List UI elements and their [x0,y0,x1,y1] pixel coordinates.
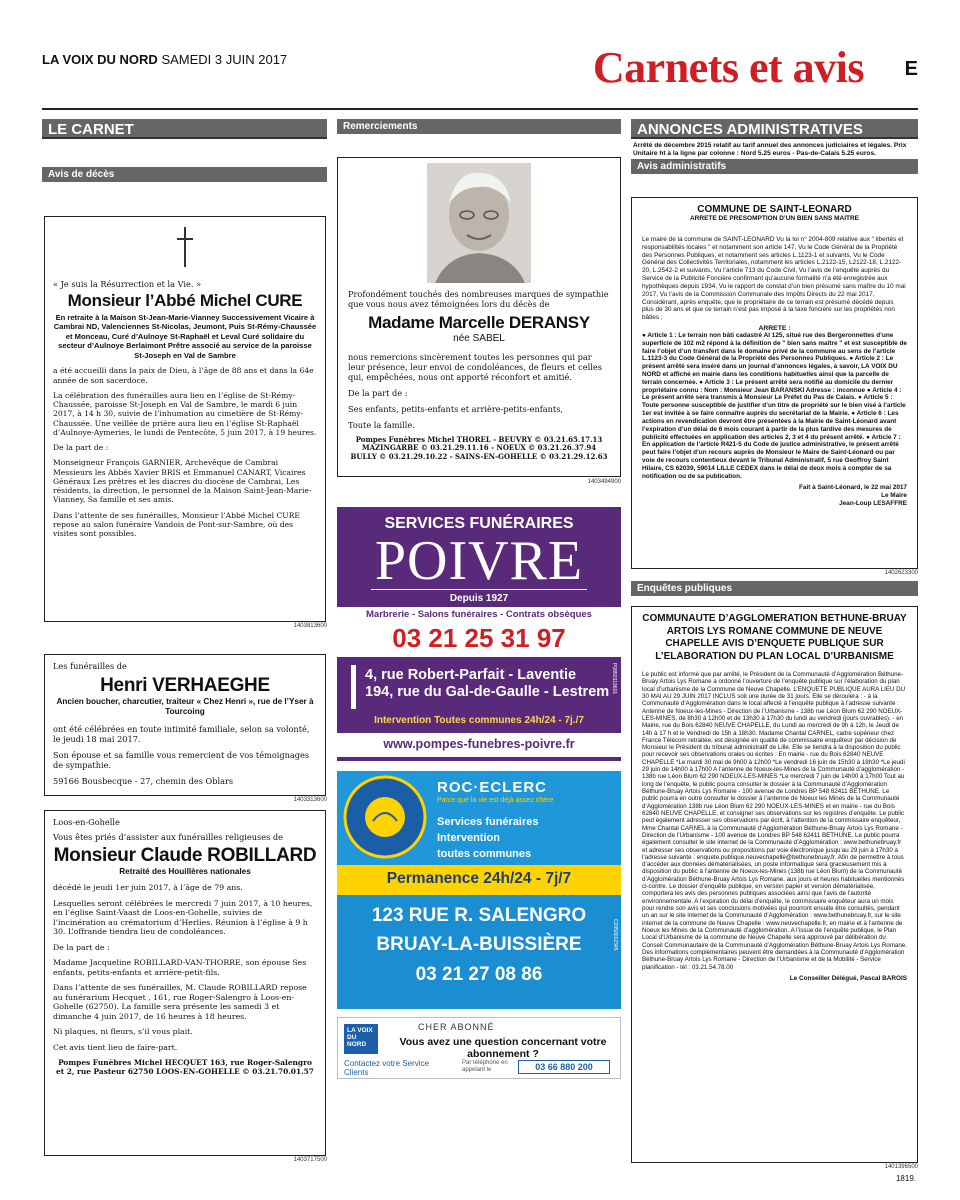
contact-service-link[interactable]: Contactez votre Service Clients [344,1059,429,1077]
poivre-advert [337,507,621,761]
ad-ref: C0350012345 [612,919,618,951]
column-remerciements [337,119,621,1169]
ad-heading: SERVICES FUNÉRAIRES [384,515,574,532]
section-title: Carnets et avis [592,43,864,92]
notice-text: a été accueilli dans la paix de Dieu, à l’âge de 88 ans et dans la 64e année de son sacerdoce. [53,366,314,385]
header-rule [42,108,918,110]
avis-title: COMMUNE DE SAINT-LEONARD [697,204,852,215]
notice-text: Lesquelles seront célébrées le mercredi 7 juin 2017, à 10 heures, en l’église Saint-Vaast de Loos-en-Gohelle, suivies de l’incinération au crématorium d’Herlies. Réunion à l’église à 9 h 30. L’offrande tiendra lieu de condoléances. [53,898,313,937]
avis-arrete: ARRETE : [758,324,791,332]
roc-address-line2: BRUAY-LA-BUISSIÈRE [376,934,582,956]
roc-phone: 03 21 27 08 86 [415,963,543,985]
ad-intervention: Intervention Toutes communes 24h/24 - 7j./7 [374,715,584,726]
cross-icon [176,227,194,267]
notice-text: Ni plaques, ni fleurs, s’il vous plait. [53,1027,193,1037]
enquetes-heading: Enquêtes publiques [631,581,918,596]
notice-cure [44,216,326,622]
notice-text: De la part de : [53,443,109,453]
deceased-titles: En retraite à la Maison St-Jean-Marie-Vianney Successivement Vicaire à Cambrai ND, Valenciennes St-Nicolas, Jeumont, Puis St-Rémy-Chaussée et Monceau, Curé d’Aulnoye St-Raphaël et Leval Curé solidaire du secteur d’Aulnoye Berlaimont Prêtre associé au service de la paroisse St-Joseph en Val de Sambre [53,313,317,360]
roc-slogan: Parce que la vie est déjà assez chère [437,797,554,804]
roc-address-line1: 123 RUE R. SALENGRO [371,905,587,926]
notice-text: 59166 Bousbecque - 27, chemin des Oblars [53,775,234,786]
notice-text: La célébration des funérailles aura lieu en l’église de St-Rémy-Chaussée, paroisse St-Joseph en Val de Sambre, le mardi 6 juin 2017, à 14 h 30, suivie de l’inhumation au cimetière de St-Rémy-Chaussée. Une veillée de prière aura lieu en l’église St-Raphaël d’Aulnoye-Aymeries, le lundi de Pentecôte, 5 juin 2017, à 19 heures. [53,390,317,437]
roc-service-line: Services funéraires [437,816,539,828]
notice-ref: 1401396500 [884,1164,918,1170]
avis-subtitle: ARRETE DE PRESOMPTION D’UN BIEN SANS MAITRE [689,215,859,222]
deces-heading: Avis de décès [42,167,327,182]
annonces-heading: ANNONCES ADMINISTRATIVES [631,119,918,139]
thanks-notice [337,157,621,477]
avis-body: Le public est informé que par arrêté, le Président de la Communauté d’Agglomération Béthune-Bruay Artois Lys Romane a ordonné l’ouverture de l’enquête publique sur l’élaboration du plan local d’urbanisme de la Commune de Neuve Chapelle. L’ENQUETE PUBLIQUE AURA LIEU DU 30 MAI AU 29 JUIN 2017 INCLUS soit une durée de 31 jours. Elle se déroulera : - à la Communauté d’Agglomération dans le local affecté à l’enquête publique à l’adresse suivante : Antenne de Noeux-les-Mines - Direction de l’Urbanisme - 138b rue Léon Blum 62 290 NOEUX-LES-MINES, de 8h30 à 12h00 et de 13h30 à 17h30 du lundi au vendredi (jours ouvrables). - en Mairie, rue du Bois 62840 NEUVE CHAPELLE, du Lundi au mercredi de 9h à 12h, le Jeudi de 14h à 17 h et le Vendredi de 15h à 18h30. Madame Chantal CARNEL, cadre supérieur chez France Télécom retraitée, est désignée en qualité de commissaire enquêteur par décision de Monsieur le Président du tribunal administratif de Lille. Elle se tiendra à la disposition du public pour recevoir ses observations orales ou écrites : En mairie - rue du Bois 62840 NEUVE CHAPELLE *Le mardi 30 mai de 9h00 à 12h00 *Le vendredi 16 juin de 15h30 à 18h30 *Le jeudi 29 juin de 14h00 à 17h00 A l’antenne de Noeux-les-Mines de la Communauté d’agglomération - 138b rue Léon Blum 62 290 NOEUX-LES-MINES *Le mercredi 7 juin de 14h00 à 17h00 Tout au long de l’enquête, le public pourra consulter le dossier à la Communauté d’Agglomération Béthune-Bruay Artois Lys Romane - 100 avenue de Londres BP 548 62411 BETHUNE. Le public pourra en outre consulter le dossier à l’antenne de Noeux les Mines de la Communauté d’Agglomération 138b rue Léon Blum 62 290 NOEUX-LES-MINES et en mairie - rue du Bois 62840 NEUVE CHAPELLE, et consigner ses observations sur les registres d’enquête. Le public peut également adresser ses observations par écrit, à l’attention de la commissaire enquêteur, Mme Chantal CARNEL à la Communauté d’Agglomération Béthune-Bruay Artois Lys Romane - Direction de l’Urbanisme - 100 avenue de Londres BP 548 62411 BETHUNE. Le public pourra également consulter le site internet de la Communauté d’Agglomération : www.bethunebruay.fr et adresser ses observations ou propositions par voie électronique jusqu’au 29 juin à 17h30 à l’adresse suivante : enquete.publique.neuvechapelle@bethunebruay.fr. Afin de permettre à tous d’accéder aux données dématérialisées, un poste informatique sera gracieusement mis à disposition du public à l’antenne de Noeux-les-Mines (138b rue Léon Blum) de la Communauté d’Agglomération Béthune-Bruay Artois Lys Romane, aux jours et heures habituelles mentionnés ci-contre. Le dossier d’enquête publique, en version papier et version dématérialisée, comportera les avis des personnes publiques associées ainsi que l’avis de l’autorité environnementale. A l’expiration du délai d’enquête, le commissaire enquêteur aura un mois pour rendre son avis et ses conclusions motivées qui pourront ensuite être consultés, pendant un an sur le site internet de la Communauté d’Agglomération : www.bethunebruay.fr, sur le site internet de la commune de Neuve Chapelle : www.neuvechapelle.fr, en mairie et à l’antenne de Noeux les Mines de la Communauté d’agglomération. A l’issue de l’enquête publique, le Plan Local d’Urbanisme de la commune de Neuve Chapelle sera approuvé par délibération du Conseil Communautaire de la Communauté d’Agglomération Béthune-Bruay Artois Lys Romane. Des informations complémentaires peuvent être demandées à la Communauté d’Agglomération Béthune-Bruay Artois Lys Romane - Direction de l’Urbanisme et de la Mobilité - Service planification - tél : 03.21.54.78.00 [642,671,907,971]
subscriber-box [337,1017,621,1079]
roc-service-line: Intervention [437,831,500,844]
roc-service-line: toutes communes [437,847,532,860]
ad-address [365,667,609,702]
avis-title: COMMUNAUTE D’AGGLOMERATION BETHUNE-BRUAY ARTOIS LYS ROMANE COMMUNE DE NEUVE CHAPELLE AVIS D’ENQUETE PUBLIQUE SUR L’ELABORATION DU PLAN LOCAL D’URBANISME [642,613,907,662]
since-text: Depuis 1927 [449,593,509,604]
notice-text: Cet avis tient lieu de faire-part. [53,1042,178,1052]
roc-services [437,815,539,863]
subscriber-label: CHER ABONNÉ [418,1022,495,1032]
notice-intro: « Je suis la Résurrection et la Vie. » [53,279,202,289]
avis-articles: ● Article 1 : Le terrain non bâti cadastré AI 125, situé rue des Bergeronnettes d’une superficie de 102 m2 répond à la définition de " bien sans maître " et est susceptible de faire l’objet d’un transfert dans le domaine privé de la commune au sens de l’article L.1123-3 du Code Général de la Propriété des Personnes Publiques. ● Article 2 : Le présent arrêté sera inséré dans un journal d’annonces légales, à savoir, LA VOIX DU NORD et affiché en mairie dans les conditions habituelles ainsi que la parcelle de terrain concernée. ● Article 3 : Le présent arrêté sera notifié au domicile du dernier propriétaire connu : Nom : Monsieur Jean BARANSKI Adresse : inconnue ● Article 4 : Le présent arrêté sera transmis à Monsieur Le Préfet du Pas de Calais. ● Article 5 : Toute personne susceptible de justifier d’un titre de propriété sur le bien visé à l’article 1er est invitée à se faire connaître auprès du secrétariat de la Mairie. ● Article 6 : Les actions en revendication devront être présentées à la Mairie de Saint-Léonard avant l’expiration d’un délai de 6 mois courant à partir de la plus tardive des mesures de publicité effectuées en application des articles 2, 3 et 4 du présent arrêté. ● Article 7 : En application de l’article R421-5 du Code de justice administrative, le présent arrêté peut faire l’objet d’un recours auprès de Monsieur le Maire de Saint-Léonard ou par voie de recours contentieux devant le Tribunal Administratif, 5 rue Geoffroy Saint Hilaire, CS 62039, 59014 LILLE CEDEX dans le délai de deux mois à compter de sa notification ou de sa publication. [642,331,907,480]
notice-text: Monseigneur François GARNIER, Archevêque de Cambrai Messieurs les Abbés Xavier BRIS et Emmanuel CANART, Vicaires Généraux Les prêtres et les diacres du diocèse de Cambrai, Les résidents, la direction, le personnel de la Maison Saint-Jean-Marie-Vianney, Sa famille et ses amis. [53,458,312,505]
paper-name: LA VOIX DU NORD [42,52,158,67]
column-annonces [631,119,918,1169]
maiden-name: née SABEL [453,333,505,344]
notice-text: décédé le jeudi 1er juin 2017, à l’âge de 79 ans. [53,883,243,893]
issue-date: SAMEDI 3 JUIN 2017 [161,52,288,67]
avis-saint-leonard [631,197,918,569]
notice-text: Dans l’attente de ses funérailles, M. Claude ROBILLARD repose au funérarium Hecquet , 161, rue Roger-Salengro à Loos-en-Gohelle (62750). La famille sera présente les samedi 3 et dimanche 4 juin 2017, de 16 heures à 18 heures. [53,983,307,1021]
notice-ref: 1403813600 [293,623,327,629]
funeral-home-footer: Pompes Funèbres Michel HECQUET 163, rue Roger-Salengro et 2, rue Pasteur 62750 LOOS-EN-GOHELLE © 03.21.70.01.57 [56,1058,314,1077]
thanks-text: Toute la famille. [348,419,415,430]
notice-robillard [44,810,326,1156]
ad-address-line2: 194, rue du Gal-de-Gaulle - Lestrem [365,684,610,701]
signature-line: Jean-Loup LESAFFRE [839,500,907,507]
notice-text: ont été célébrées en toute intimité familiale, selon sa volonté, le jeudi 18 mai 2017. [53,723,310,744]
notice-ref: 1403313600 [293,797,327,803]
roc-eclerc-advert [337,771,621,1009]
notice-text: Dans l’attente de ses funérailles, Monsieur l’Abbé Michel CURE repose au salon funéraire Vandois de Pont-sur-Sambre, où des visites sont possibles. [53,510,300,539]
deceased-name: Monsieur Claude ROBILLARD [53,845,317,866]
carnet-heading: LE CARNET [42,119,327,139]
notice-ref: 1402623300 [884,570,918,576]
signature-line: Le Maire [881,492,907,500]
notice-ref: 1403717500 [293,1157,327,1163]
ad-phone: 03 21 25 31 97 [337,623,621,657]
notice-ref: 1403494900 [587,479,621,485]
deceased-name: Monsieur l’Abbé Michel CURE [67,291,303,310]
notice-intro: Les funérailles de [53,661,127,671]
deceased-titles: Ancien boucher, charcutier, traiteur « Chez Henri », rue de l’Yser à Tourcoing [56,697,314,717]
deceased-titles: Retraité des Houillères nationales [119,867,251,876]
notice-text: Son épouse et sa famille vous remercient de vos témoignages de sympathie. [53,749,310,770]
deceased-name: Henri VERHAEGHE [100,675,270,696]
avis-body: Le maire de la commune de SAINT-LEONARD Vu la loi n° 2004-809 relative aux " libertés et responsabilités locales " et notamment son article 147, Vu le Code Général de la Propriété des Personnes Publiques, et notamment ses articles L.1123-1 et suivants, Vu le Code Général des Collectivités Territoriales, notamment les articles L.2122-15, L2122-18, L.2122-20, L.2542-2 et suivants, Vu l’article 713 du Code Civil, Vu l’avis de l’enquête auprès du Service de la Publicité Foncière confirmant qu’aucune formalité n’a été enregistrée aux hypothèques depuis 1934, Vu le rapport de constat d’un bien présumé sans maître du 10 mai 2017, Vu l’avis de la Commission Communale des Impôts Directs du 22 mai 2017, Considérant, après enquête, que le propriétaire de ce terrain est présumé décédé depuis plus de 30 ans et que ce terrain n’est pas imposé à la taxe foncière sur les propriétés non bâties ; [642,236,906,322]
avis-admin-heading: Avis administratifs [631,159,918,174]
brand-roc-eclerc: ROC·ECLERC [437,779,547,796]
ad-address-line1: 4, rue Robert-Parfait - Laventie [365,667,577,683]
thanks-intro: Profondément touchés des nombreuses marques de sympathie que vous nous avez témoignées lors du décès de [348,289,609,309]
roc-seal-icon [343,775,427,859]
funeral-home-footer: Pompes Funèbres Michel THOREL - BEUVRY © 03.21.65.17.13 MAZINGARBE © 03.21.29.11.16 - NOEUX © 03.21.26.37.94 BULLY © 03.21.29.10.22 - SAINS-EN-GOHELLE © 03.21.29.12.63 [350,434,608,461]
notice-intro: Vous êtes priés d’assister aux funérailles religieuses de [53,832,283,842]
column-carnet [42,119,327,1169]
roc-permanence: Permanence 24h/24 - 7j/7 [337,865,621,895]
deceased-name: Madame Marcelle DERANSY [368,313,590,332]
page-ref: 1819. [895,1174,916,1183]
masthead [42,52,287,67]
phone-label: Par téléphone en appelant le [462,1060,508,1073]
voix-du-nord-logo: LA VOIX DU NORD [344,1024,378,1054]
service-phone-number[interactable]: 03 66 880 200 [518,1060,610,1074]
portrait-photo [427,163,531,283]
notice-text: De la part de : [53,942,110,952]
thanks-text: De la part de : [348,387,408,398]
ad-tagline: Marbrerie - Salons funéraires - Contrats obsèques [337,607,621,623]
accent-bar [351,665,356,709]
tariff-note: Arrêté de décembre 2015 relatif au tarif annuel des annonces judiciaires et légales. Prix Unitaire ht à la ligne par colonne : Nord 5.25 euros - Pas-de-Calais 5.25 euros. [633,142,907,157]
notice-verhaeghe [44,654,326,796]
notice-place: Loos-en-Gohelle [53,817,120,827]
avis-neuve-chapelle [631,606,918,1163]
avis-signature [642,484,907,507]
edition-letter: E [904,58,918,80]
brand-poivre: POIVRE [374,530,584,592]
signature-line: Fait à Saint-Léonard, le 22 mai 2017 [799,484,907,492]
remerciements-heading: Remerciements [337,119,621,134]
roc-address [337,901,621,989]
avis-signature: Le Conseiller Délégué, Pascal BAROIS [789,974,907,982]
ad-ref: P0850319601 [611,663,617,695]
subscriber-question: Vous avez une question concernant votre abonnement ? [399,1036,607,1061]
divider [371,589,587,590]
ad-website-link[interactable]: www.pompes-funebres-poivre.fr [337,733,621,757]
thanks-text: nous remercions sincèrement toutes les personnes qui par leur présence, leur envoi de condoléances, de fleurs et celles qui, empêchées, nous ont apporté réconfort et amitié. [348,351,602,382]
page-header [42,42,918,114]
thanks-text: Ses enfants, petits-enfants et arrière-petits-enfants, [348,403,563,414]
notice-text: Madame Jacqueline ROBILLARD-VAN-THORRE, son épouse Ses enfants, petits-enfants et arrière-petit-fils. [53,958,307,977]
